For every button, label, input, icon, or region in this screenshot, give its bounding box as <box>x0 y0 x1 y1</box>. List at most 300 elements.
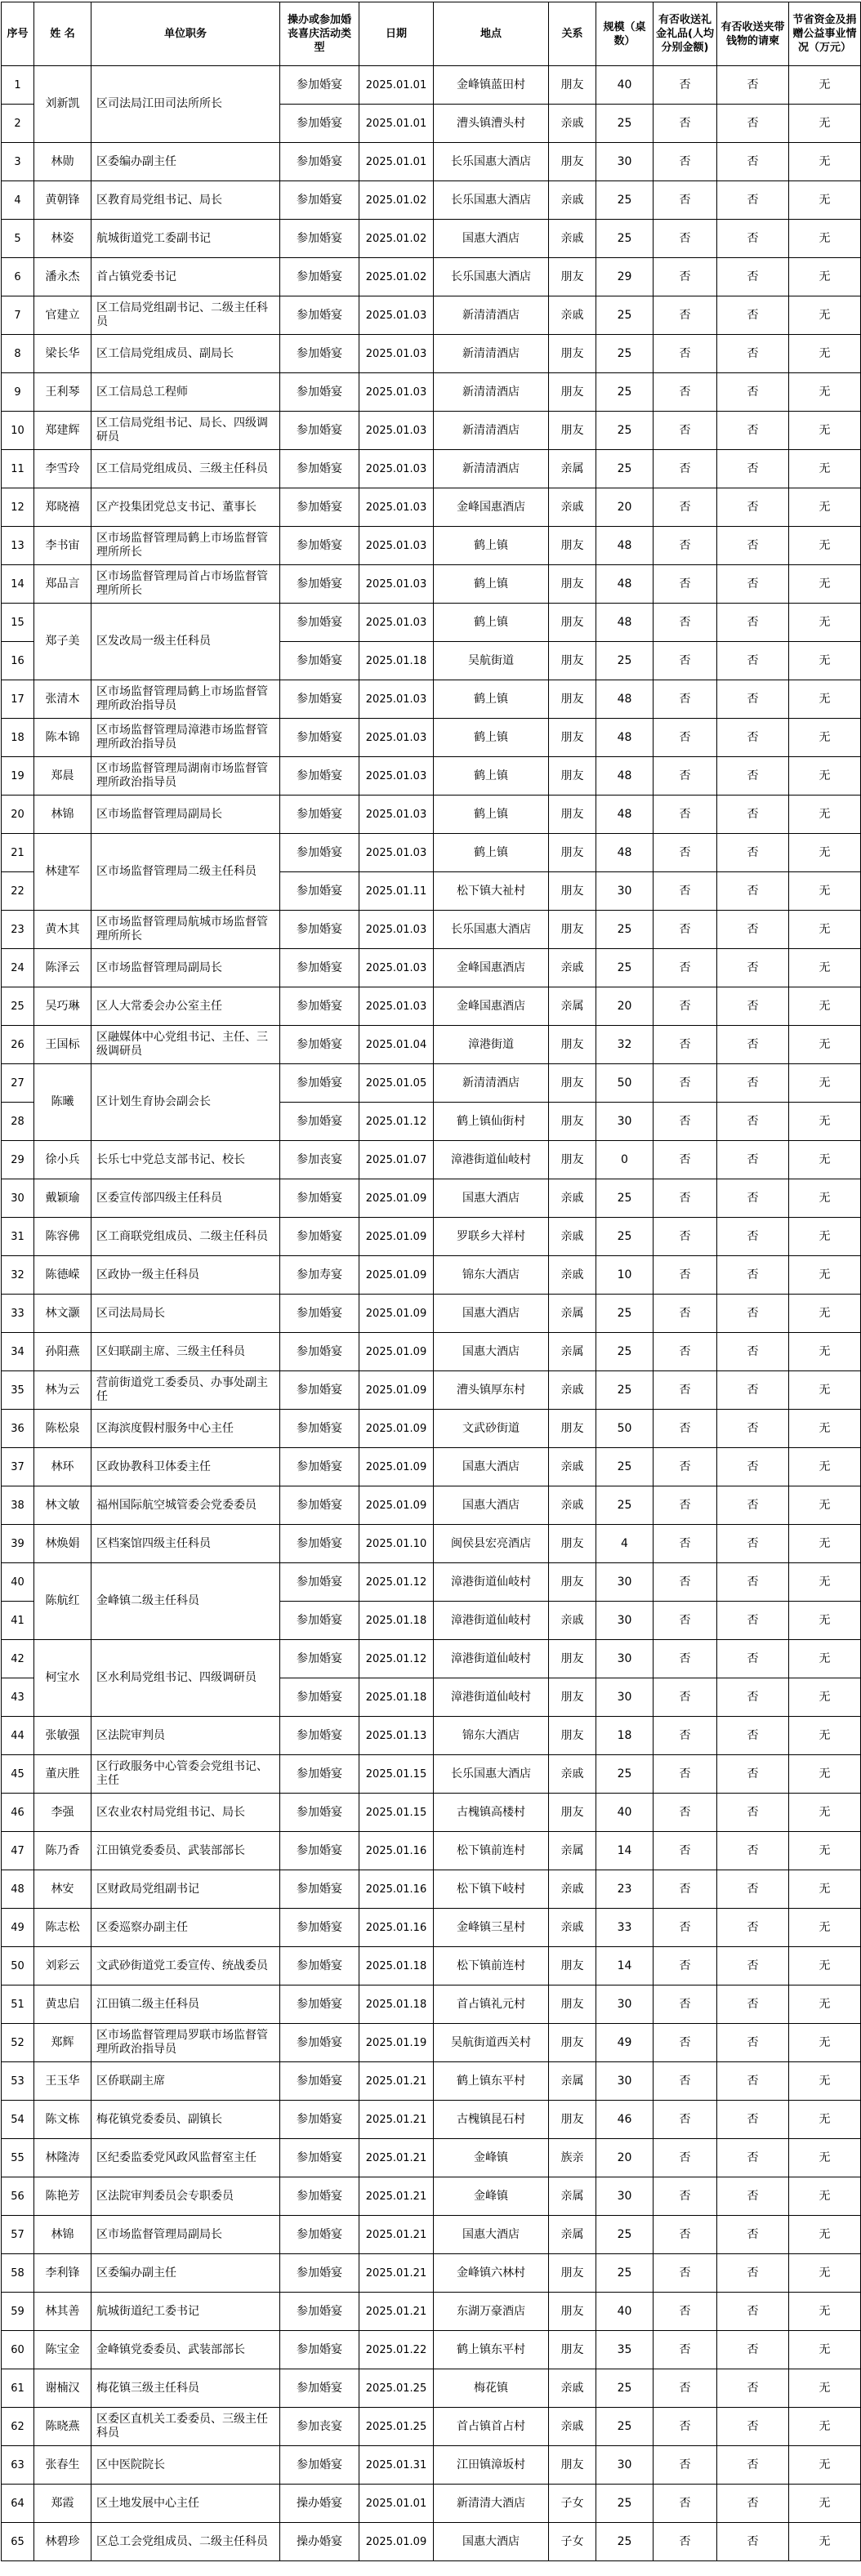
invitation-cell: 否 <box>717 1103 789 1141</box>
savings-cell: 无 <box>789 373 861 412</box>
row-number-cell: 24 <box>2 949 34 987</box>
activity-type-cell: 参加婚宴 <box>280 2369 359 2408</box>
savings-cell: 无 <box>789 1755 861 1794</box>
relationship-cell: 亲戚 <box>549 2408 596 2446</box>
activity-type-cell: 操办婚宴 <box>280 2485 359 2523</box>
row-number-cell: 57 <box>2 2216 34 2254</box>
date-cell: 2025.01.01 <box>359 143 434 181</box>
location-cell: 金峰国惠酒店 <box>434 488 549 527</box>
position-cell: 区市场监督管理局鹤上市场监督管理所政治指导员 <box>91 680 280 719</box>
position-cell: 区市场监督管理局副局长 <box>91 796 280 834</box>
relationship-cell: 朋友 <box>549 335 596 373</box>
relationship-cell: 子女 <box>549 2485 596 2523</box>
name-cell: 梁长华 <box>34 335 91 373</box>
invitation-cell: 否 <box>717 1832 789 1870</box>
name-cell: 林环 <box>34 1448 91 1486</box>
location-cell: 国惠大酒店 <box>434 2523 549 2561</box>
relationship-cell: 亲属 <box>549 1832 596 1870</box>
scale-cell: 35 <box>596 2331 654 2369</box>
position-cell: 福州国际航空城管委会党委委员 <box>91 1486 280 1525</box>
invitation-cell: 否 <box>717 2024 789 2062</box>
name-cell: 郑霞 <box>34 2485 91 2523</box>
table-row <box>2 1794 861 1832</box>
table-row <box>2 949 861 987</box>
table-row <box>2 834 861 872</box>
invitation-cell: 否 <box>717 872 789 911</box>
gift-cell: 否 <box>654 1256 717 1295</box>
table-row <box>2 450 861 488</box>
activity-type-cell: 参加婚宴 <box>280 1832 359 1870</box>
relationship-cell: 朋友 <box>549 642 596 680</box>
row-number-cell: 52 <box>2 2024 34 2062</box>
savings-cell: 无 <box>789 1947 861 1985</box>
location-cell: 鹤上镇 <box>434 834 549 872</box>
header-savings: 节省资金及捐赠公益事业情况（万元） <box>789 2 861 66</box>
gift-cell: 否 <box>654 2177 717 2216</box>
invitation-cell: 否 <box>717 719 789 757</box>
location-cell: 鹤上镇 <box>434 719 549 757</box>
relationship-cell: 亲戚 <box>549 1486 596 1525</box>
invitation-cell: 否 <box>717 66 789 105</box>
row-number-cell: 4 <box>2 181 34 220</box>
relationship-cell: 朋友 <box>549 143 596 181</box>
position-cell: 区财政局党组副书记 <box>91 1870 280 1909</box>
relationship-cell: 亲戚 <box>549 1602 596 1640</box>
savings-cell: 无 <box>789 604 861 642</box>
gift-cell: 否 <box>654 1218 717 1256</box>
position-cell: 江田镇党委委员、武装部部长 <box>91 1832 280 1870</box>
row-number-cell: 38 <box>2 1486 34 1525</box>
row-number-cell: 13 <box>2 527 34 565</box>
relationship-cell: 朋友 <box>549 1064 596 1103</box>
table-row <box>2 604 861 642</box>
position-cell: 区海滨度假村服务中心主任 <box>91 1410 280 1448</box>
relationship-cell: 朋友 <box>549 1985 596 2024</box>
table-row <box>2 2446 861 2485</box>
relationship-cell: 朋友 <box>549 258 596 296</box>
row-number-cell: 53 <box>2 2062 34 2101</box>
gift-cell: 否 <box>654 987 717 1026</box>
row-number-cell: 28 <box>2 1103 34 1141</box>
gift-cell: 否 <box>654 1448 717 1486</box>
invitation-cell: 否 <box>717 1295 789 1333</box>
relationship-cell: 朋友 <box>549 2024 596 2062</box>
gift-cell: 否 <box>654 1410 717 1448</box>
invitation-cell: 否 <box>717 911 789 949</box>
position-cell: 区工信局党组书记、局长、四级调研员 <box>91 412 280 450</box>
location-cell: 长乐国惠大酒店 <box>434 143 549 181</box>
relationship-cell: 朋友 <box>549 1103 596 1141</box>
location-cell: 松下镇前连村 <box>434 1947 549 1985</box>
gift-cell: 否 <box>654 1141 717 1179</box>
gift-cell: 否 <box>654 1602 717 1640</box>
savings-cell: 无 <box>789 1640 861 1678</box>
header-relationship: 关系 <box>549 2 596 66</box>
name-cell: 官建立 <box>34 296 91 335</box>
table-row <box>2 335 861 373</box>
position-cell: 区土地发展中心主任 <box>91 2485 280 2523</box>
table-row <box>2 1563 861 1602</box>
activity-type-cell: 参加婚宴 <box>280 1602 359 1640</box>
location-cell: 金峰国惠酒店 <box>434 987 549 1026</box>
savings-cell: 无 <box>789 872 861 911</box>
invitation-cell: 否 <box>717 1525 789 1563</box>
name-cell: 刘彩云 <box>34 1947 91 1985</box>
row-number-cell: 41 <box>2 1602 34 1640</box>
date-cell: 2025.01.03 <box>359 834 434 872</box>
scale-cell: 14 <box>596 1947 654 1985</box>
date-cell: 2025.01.25 <box>359 2369 434 2408</box>
invitation-cell: 否 <box>717 987 789 1026</box>
invitation-cell: 否 <box>717 680 789 719</box>
date-cell: 2025.01.25 <box>359 2408 434 2446</box>
name-cell: 陈航红 <box>34 1563 91 1640</box>
invitation-cell: 否 <box>717 1256 789 1295</box>
position-cell: 营前街道党工委委员、办事处副主任 <box>91 1371 280 1410</box>
invitation-cell: 否 <box>717 757 789 796</box>
position-cell: 区工商联党组成员、二级主任科员 <box>91 1218 280 1256</box>
table-row <box>2 2062 861 2101</box>
location-cell: 金峰镇 <box>434 2139 549 2177</box>
location-cell: 松下镇大祉村 <box>434 872 549 911</box>
table-row <box>2 1179 861 1218</box>
gift-cell: 否 <box>654 2216 717 2254</box>
header-position: 单位职务 <box>91 2 280 66</box>
row-number-cell: 49 <box>2 1909 34 1947</box>
row-number-cell: 40 <box>2 1563 34 1602</box>
scale-cell: 25 <box>596 2254 654 2293</box>
row-number-cell: 26 <box>2 1026 34 1064</box>
invitation-cell: 否 <box>717 1333 789 1371</box>
scale-cell: 30 <box>596 1985 654 2024</box>
date-cell: 2025.01.21 <box>359 2139 434 2177</box>
activity-type-cell: 参加婚宴 <box>280 949 359 987</box>
date-cell: 2025.01.09 <box>359 2523 434 2561</box>
position-cell: 区政协一级主任科员 <box>91 1256 280 1295</box>
scale-cell: 23 <box>596 1870 654 1909</box>
gift-cell: 否 <box>654 1563 717 1602</box>
date-cell: 2025.01.21 <box>359 2216 434 2254</box>
date-cell: 2025.01.12 <box>359 1103 434 1141</box>
gift-cell: 否 <box>654 911 717 949</box>
gift-cell: 否 <box>654 642 717 680</box>
relationship-cell: 朋友 <box>549 1947 596 1985</box>
table-row <box>2 181 861 220</box>
savings-cell: 无 <box>789 66 861 105</box>
position-cell: 区工信局党组成员、副局长 <box>91 335 280 373</box>
scale-cell: 18 <box>596 1717 654 1755</box>
scale-cell: 10 <box>596 1256 654 1295</box>
gift-cell: 否 <box>654 335 717 373</box>
activity-type-cell: 参加婚宴 <box>280 987 359 1026</box>
position-cell: 长乐七中党总支部书记、校长 <box>91 1141 280 1179</box>
location-cell: 首占镇礼元村 <box>434 1985 549 2024</box>
relationship-cell: 亲戚 <box>549 220 596 258</box>
savings-cell: 无 <box>789 2062 861 2101</box>
date-cell: 2025.01.18 <box>359 1985 434 2024</box>
table-row <box>2 373 861 412</box>
relationship-cell: 朋友 <box>549 1410 596 1448</box>
date-cell: 2025.01.16 <box>359 1832 434 1870</box>
savings-cell: 无 <box>789 1410 861 1448</box>
position-cell: 区市场监督管理局副局长 <box>91 2216 280 2254</box>
scale-cell: 25 <box>596 1371 654 1410</box>
date-cell: 2025.01.21 <box>359 2177 434 2216</box>
gift-cell: 否 <box>654 2139 717 2177</box>
activity-type-cell: 参加婚宴 <box>280 1947 359 1985</box>
activity-type-cell: 参加婚宴 <box>280 642 359 680</box>
position-cell: 梅花镇三级主任科员 <box>91 2369 280 2408</box>
location-cell: 金峰镇 <box>434 2177 549 2216</box>
scale-cell: 30 <box>596 1563 654 1602</box>
table-row <box>2 1333 861 1371</box>
savings-cell: 无 <box>789 2254 861 2293</box>
date-cell: 2025.01.03 <box>359 719 434 757</box>
savings-cell: 无 <box>789 2293 861 2331</box>
gift-cell: 否 <box>654 220 717 258</box>
row-number-cell: 9 <box>2 373 34 412</box>
scale-cell: 25 <box>596 105 654 143</box>
savings-cell: 无 <box>789 488 861 527</box>
date-cell: 2025.01.03 <box>359 680 434 719</box>
date-cell: 2025.01.05 <box>359 1064 434 1103</box>
location-cell: 长乐国惠大酒店 <box>434 911 549 949</box>
location-cell: 漕头镇厚东村 <box>434 1371 549 1410</box>
scale-cell: 4 <box>596 1525 654 1563</box>
relationship-cell: 亲戚 <box>549 296 596 335</box>
date-cell: 2025.01.09 <box>359 1256 434 1295</box>
location-cell: 松下镇下岐村 <box>434 1870 549 1909</box>
row-number-cell: 58 <box>2 2254 34 2293</box>
relationship-cell: 亲戚 <box>549 2369 596 2408</box>
gift-cell: 否 <box>654 1678 717 1717</box>
activity-type-cell: 参加婚宴 <box>280 181 359 220</box>
position-cell: 区工信局党组成员、三级主任科员 <box>91 450 280 488</box>
row-number-cell: 5 <box>2 220 34 258</box>
gift-cell: 否 <box>654 373 717 412</box>
date-cell: 2025.01.09 <box>359 1295 434 1333</box>
scale-cell: 25 <box>596 181 654 220</box>
activity-type-cell: 参加婚宴 <box>280 1985 359 2024</box>
name-cell: 林为云 <box>34 1371 91 1410</box>
scale-cell: 25 <box>596 949 654 987</box>
gift-cell: 否 <box>654 2293 717 2331</box>
name-cell: 郑建辉 <box>34 412 91 450</box>
row-number-cell: 64 <box>2 2485 34 2523</box>
invitation-cell: 否 <box>717 2293 789 2331</box>
gift-cell: 否 <box>654 1371 717 1410</box>
activity-type-cell: 参加婚宴 <box>280 2293 359 2331</box>
invitation-cell: 否 <box>717 1985 789 2024</box>
activity-type-cell: 参加婚宴 <box>280 757 359 796</box>
date-cell: 2025.01.19 <box>359 2024 434 2062</box>
invitation-cell: 否 <box>717 834 789 872</box>
gift-cell: 否 <box>654 757 717 796</box>
row-number-cell: 15 <box>2 604 34 642</box>
gift-cell: 否 <box>654 1486 717 1525</box>
gift-cell: 否 <box>654 1755 717 1794</box>
table-row <box>2 987 861 1026</box>
table-row <box>2 412 861 450</box>
row-number-cell: 31 <box>2 1218 34 1256</box>
date-cell: 2025.01.09 <box>359 1410 434 1448</box>
gift-cell: 否 <box>654 604 717 642</box>
name-cell: 陈艳芳 <box>34 2177 91 2216</box>
location-cell: 新清清酒店 <box>434 1064 549 1103</box>
location-cell: 漳港街道 <box>434 1026 549 1064</box>
activity-type-cell: 参加婚宴 <box>280 1410 359 1448</box>
invitation-cell: 否 <box>717 1640 789 1678</box>
relationship-cell: 朋友 <box>549 2101 596 2139</box>
row-number-cell: 47 <box>2 1832 34 1870</box>
row-number-cell: 63 <box>2 2446 34 2485</box>
scale-cell: 30 <box>596 2062 654 2101</box>
location-cell: 长乐国惠大酒店 <box>434 1755 549 1794</box>
name-cell: 徐小兵 <box>34 1141 91 1179</box>
scale-cell: 48 <box>596 604 654 642</box>
relationship-cell: 朋友 <box>549 911 596 949</box>
activity-type-cell: 参加婚宴 <box>280 1563 359 1602</box>
gift-cell: 否 <box>654 2369 717 2408</box>
savings-cell: 无 <box>789 1333 861 1371</box>
activity-type-cell: 参加婚宴 <box>280 2331 359 2369</box>
table-row <box>2 796 861 834</box>
savings-cell: 无 <box>789 1985 861 2024</box>
name-cell: 林建军 <box>34 834 91 911</box>
date-cell: 2025.01.03 <box>359 565 434 604</box>
position-cell: 区发改局一级主任科员 <box>91 604 280 680</box>
savings-cell: 无 <box>789 105 861 143</box>
date-cell: 2025.01.11 <box>359 872 434 911</box>
gift-cell: 否 <box>654 1717 717 1755</box>
relationship-cell: 亲属 <box>549 2177 596 2216</box>
name-cell: 林安 <box>34 1870 91 1909</box>
location-cell: 金峰镇蓝田村 <box>434 66 549 105</box>
savings-cell: 无 <box>789 1103 861 1141</box>
location-cell: 金峰镇六林村 <box>434 2254 549 2293</box>
relationship-cell: 亲戚 <box>549 1870 596 1909</box>
activity-type-cell: 参加婚宴 <box>280 1295 359 1333</box>
gift-cell: 否 <box>654 1870 717 1909</box>
name-cell: 郑晓禧 <box>34 488 91 527</box>
table-row <box>2 1947 861 1985</box>
relationship-cell: 亲戚 <box>549 949 596 987</box>
location-cell: 文武砂街道 <box>434 1410 549 1448</box>
invitation-cell: 否 <box>717 1794 789 1832</box>
table-row <box>2 1295 861 1333</box>
savings-cell: 无 <box>789 220 861 258</box>
row-number-cell: 3 <box>2 143 34 181</box>
scale-cell: 40 <box>596 2293 654 2331</box>
savings-cell: 无 <box>789 757 861 796</box>
scale-cell: 14 <box>596 1832 654 1870</box>
savings-cell: 无 <box>789 1563 861 1602</box>
savings-cell: 无 <box>789 2024 861 2062</box>
savings-cell: 无 <box>789 1525 861 1563</box>
invitation-cell: 否 <box>717 373 789 412</box>
activity-type-cell: 参加婚宴 <box>280 604 359 642</box>
date-cell: 2025.01.03 <box>359 373 434 412</box>
date-cell: 2025.01.03 <box>359 796 434 834</box>
gift-cell: 否 <box>654 105 717 143</box>
location-cell: 松下镇前连村 <box>434 1832 549 1870</box>
gift-cell: 否 <box>654 296 717 335</box>
name-cell: 戴颖瑜 <box>34 1179 91 1218</box>
header-date: 日期 <box>359 2 434 66</box>
invitation-cell: 否 <box>717 1026 789 1064</box>
date-cell: 2025.01.18 <box>359 1602 434 1640</box>
gift-cell: 否 <box>654 1794 717 1832</box>
scale-cell: 48 <box>596 757 654 796</box>
date-cell: 2025.01.02 <box>359 258 434 296</box>
savings-cell: 无 <box>789 1256 861 1295</box>
activity-type-cell: 参加婚宴 <box>280 373 359 412</box>
position-cell: 区纪委监委党风政风监督室主任 <box>91 2139 280 2177</box>
invitation-cell: 否 <box>717 296 789 335</box>
relationship-cell: 亲戚 <box>549 1218 596 1256</box>
relationship-cell: 亲戚 <box>549 1371 596 1410</box>
table-row <box>2 1141 861 1179</box>
gift-cell: 否 <box>654 412 717 450</box>
date-cell: 2025.01.03 <box>359 450 434 488</box>
name-cell: 黄朝锋 <box>34 181 91 220</box>
date-cell: 2025.01.02 <box>359 220 434 258</box>
table-row <box>2 143 861 181</box>
scale-cell: 20 <box>596 488 654 527</box>
name-cell: 林锦 <box>34 796 91 834</box>
savings-cell: 无 <box>789 2523 861 2561</box>
savings-cell: 无 <box>789 1832 861 1870</box>
date-cell: 2025.01.12 <box>359 1563 434 1602</box>
date-cell: 2025.01.09 <box>359 1333 434 1371</box>
location-cell: 漳港街道仙岐村 <box>434 1563 549 1602</box>
invitation-cell: 否 <box>717 143 789 181</box>
location-cell: 国惠大酒店 <box>434 1486 549 1525</box>
invitation-cell: 否 <box>717 2101 789 2139</box>
scale-cell: 25 <box>596 1486 654 1525</box>
table-row <box>2 2331 861 2369</box>
location-cell: 新清清酒店 <box>434 412 549 450</box>
row-number-cell: 48 <box>2 1870 34 1909</box>
location-cell: 锦东大酒店 <box>434 1717 549 1755</box>
name-cell: 陈晓燕 <box>34 2408 91 2446</box>
position-cell: 区法院审判员 <box>91 1717 280 1755</box>
name-cell: 陈宝金 <box>34 2331 91 2369</box>
location-cell: 漕头镇漕头村 <box>434 105 549 143</box>
name-cell: 李强 <box>34 1794 91 1832</box>
date-cell: 2025.01.03 <box>359 296 434 335</box>
row-number-cell: 10 <box>2 412 34 450</box>
date-cell: 2025.01.09 <box>359 1218 434 1256</box>
name-cell: 郑品言 <box>34 565 91 604</box>
name-cell: 陈曦 <box>34 1064 91 1141</box>
gift-cell: 否 <box>654 565 717 604</box>
activity-type-cell: 参加婚宴 <box>280 258 359 296</box>
scale-cell: 48 <box>596 565 654 604</box>
row-number-cell: 37 <box>2 1448 34 1486</box>
row-number-cell: 21 <box>2 834 34 872</box>
relationship-cell: 朋友 <box>549 565 596 604</box>
activity-type-cell: 参加婚宴 <box>280 1870 359 1909</box>
scale-cell: 30 <box>596 143 654 181</box>
row-number-cell: 56 <box>2 2177 34 2216</box>
scale-cell: 25 <box>596 296 654 335</box>
scale-cell: 25 <box>596 1295 654 1333</box>
savings-cell: 无 <box>789 1218 861 1256</box>
invitation-cell: 否 <box>717 949 789 987</box>
savings-cell: 无 <box>789 1295 861 1333</box>
invitation-cell: 否 <box>717 1179 789 1218</box>
